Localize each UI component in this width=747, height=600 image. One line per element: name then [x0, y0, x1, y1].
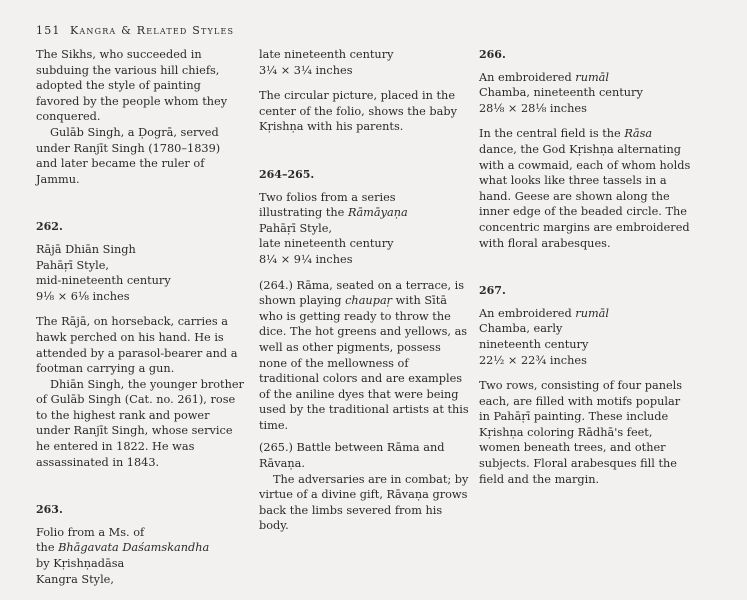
entry-266-line-1	[479, 70, 691, 86]
entry-262-description: The Rājā, on horseback, carries a hawk perched on his hand. He is attended by a parasol-bearer and a footman carrying a gun.	[36, 315, 238, 376]
intro-paragraph-1: The Sikhs, who succeeded in subduing the various hill chiefs, adopted the style of painting favored by the people whom they conquered.	[36, 48, 228, 124]
entry-267-origin: Chamba, early	[479, 322, 563, 336]
entry-267-description: Two rows, consisting of four panels each, are filled with motifs popular in Pahāṛī painting. These include Kṛishṇa coloring Rādhā's feet, women beneath trees, and other subjects. Floral arabesques fill the field and the margin.	[479, 379, 683, 486]
entry-262-title: Rājā Dhiān Singh	[36, 242, 136, 256]
entry-264-dimensions: 8¼ × 9¼ inches	[259, 252, 353, 266]
entry-264-desc-a: (264.) Rāma, seated on a terrace, is shown playing	[259, 278, 465, 308]
entry-263-line-2	[36, 540, 244, 556]
entry-number-264-265: 264–265.	[259, 167, 315, 181]
entry-262-style: Pahāṛī Style,	[36, 258, 109, 272]
entry-262-date: mid-nineteenth century	[36, 274, 171, 288]
column-1	[36, 47, 244, 587]
entry-266-desc-b: dance, the God Kṛishṇa alternating with a cowmaid, each of whom holds what looks like three tassels in a hand. Geese are shown along the inner edge of the beaded circle. The concentric margins are embroidered with floral arabesques.	[479, 142, 691, 250]
entry-267-term: rumāl	[575, 306, 610, 320]
entry-263-style: Kangra Style,	[36, 572, 114, 586]
running-head	[36, 24, 234, 37]
entry-267-dimensions: 22½ × 22¾ inches	[479, 353, 587, 367]
entry-number-266: 266.	[479, 48, 506, 61]
entry-264-term: chaupaṛ	[345, 294, 393, 308]
entry-264-style: Pahāṛī Style,	[259, 221, 332, 235]
running-title: Kangra & Related Styles	[70, 24, 235, 37]
entry-266-origin: Chamba, nineteenth century	[479, 86, 643, 100]
entry-262-dimensions: 9⅛ × 6⅛ inches	[36, 289, 130, 303]
entry-263-dimensions: 3¼ × 3¼ inches	[259, 63, 353, 77]
entry-266-prefix: An embroidered	[479, 70, 576, 84]
entry-267-line-1	[479, 306, 691, 322]
entry-number-267: 267.	[479, 284, 506, 298]
entry-263-line-1: Folio from a Ms. of	[36, 525, 145, 539]
entry-number-263: 263.	[36, 503, 63, 517]
entry-262-note: Dhiān Singh, the younger brother of Gulāb Singh (Cat. no. 261), rose to the highest rank and power under Ranjīt Singh, whose service he entered in 1822. He was assassinated in 1843.	[36, 377, 244, 469]
entry-266-term: rumāl	[575, 70, 610, 84]
entry-263-prefix: the	[36, 541, 59, 555]
entry-266-description	[479, 126, 691, 251]
entry-265-description: The adversaries are in combat; by virtue of a divine gift, Rāvaṇa grows back the limbs severed from his body.	[259, 472, 469, 533]
entry-264-desc-b: with Sītā who is getting ready to throw the dice. The hot greens and yellows, as well as other pigments, possess none of the mellowness of traditional colors and are examples of the aniline dyes that were being used by the traditional artists at this time.	[259, 294, 469, 432]
entry-263-manuscript-title: Bhāgavata Daśamskandha	[58, 541, 210, 555]
entry-number-262: 262.	[36, 220, 63, 234]
intro-paragraph-2: Gulāb Singh, a Ḍogrā, served under Ranjīt Singh (1780–1839) and later became the ruler of Jammu.	[36, 125, 221, 186]
entry-263-description: The circular picture, placed in the center of the folio, shows the baby Kṛishṇa with his parents.	[259, 89, 457, 134]
entry-264-prefix: illustrating the	[259, 206, 348, 220]
entry-266-desc-a: In the central field is the	[479, 127, 625, 141]
entry-264-line-2	[259, 205, 469, 221]
entry-266-dimensions: 28⅛ × 28⅛ inches	[479, 101, 587, 115]
entry-266-desc-term: Rāsa	[624, 127, 653, 141]
entry-263-date: late nineteenth century	[259, 48, 394, 61]
entry-263-author: by Kṛishṇadāsa	[36, 557, 125, 571]
page-number: 151	[36, 24, 61, 37]
entry-264-line-1: Two folios from a series	[259, 190, 396, 204]
column-3	[479, 47, 691, 487]
column-2	[259, 47, 469, 534]
entry-264-date: late nineteenth century	[259, 237, 394, 251]
entry-267-date: nineteenth century	[479, 337, 589, 351]
entry-264-description	[259, 278, 469, 434]
entry-267-prefix: An embroidered	[479, 306, 576, 320]
entry-265-title: (265.) Battle between Rāma and Rāvaṇa.	[259, 441, 445, 471]
entry-264-series-title: Rāmāyaṇa	[347, 206, 408, 220]
